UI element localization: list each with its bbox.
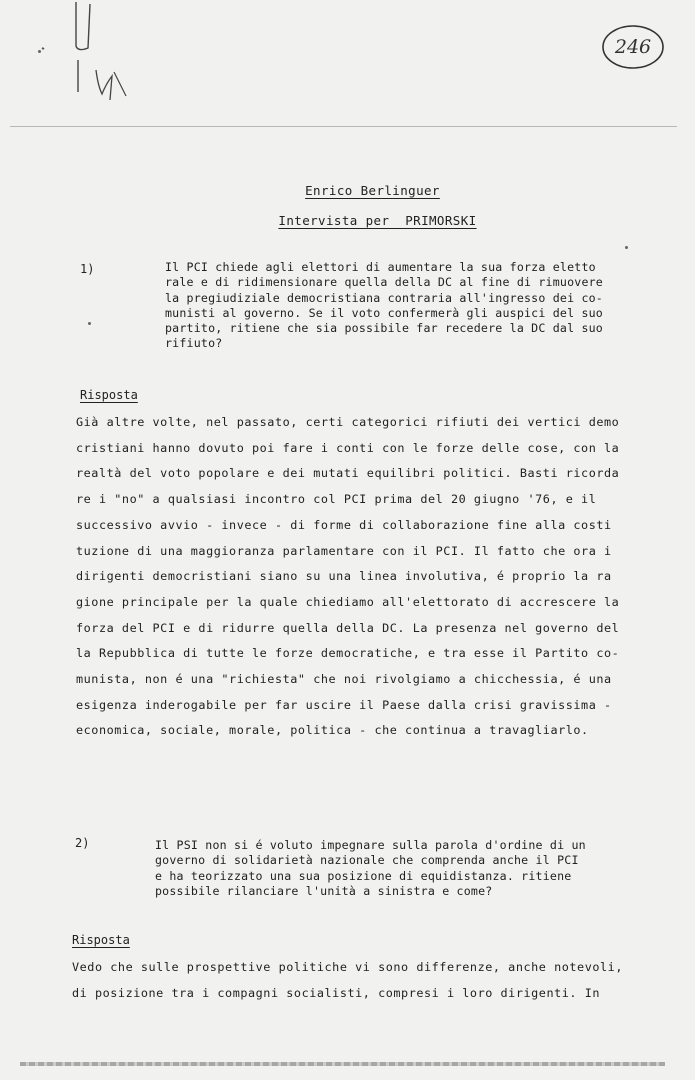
question-line: Il PCI chiede agli elettori di aumentare la sua forza eletto <box>165 260 596 274</box>
question-line: governo di solidarietà nazionale che comprenda anche il PCI <box>155 853 579 868</box>
document-subtitle <box>30 213 695 228</box>
answer-line: Vedo che sulle prospettive politiche vi sono differenze, anche notevoli, <box>72 960 623 974</box>
handwritten-marks <box>40 0 160 110</box>
question-line: Il PSI non si é voluto impegnare sulla parola d'ordine di un <box>155 838 586 852</box>
answer-line: economica, sociale, morale, politica - che continua a travagliarlo. <box>76 723 589 738</box>
page-number: 246 <box>614 36 652 58</box>
question-text <box>165 260 603 352</box>
question-line: rale e di ridimensionare quella della DC al fine di rimuovere <box>165 275 603 290</box>
question-line: possibile rilanciare l'unità a sinistra e come? <box>155 883 493 898</box>
question-number: 1) <box>80 262 95 276</box>
answer-line: successivo avvio - invece - di forme di collaborazione fine alla costi <box>76 517 612 532</box>
question-line: la pregiudiziale democristiana contraria all'ingresso dei co- <box>165 290 603 305</box>
answer-line: realtà del voto popolare e dei mutati equilibri politici. Basti ricorda <box>76 466 620 481</box>
page-number-stamp <box>600 22 666 72</box>
answer-label: Risposta <box>72 933 130 947</box>
question-number: 2) <box>75 836 90 850</box>
answer-line: re i "no" a qualsiasi incontro col PCI prima del 20 giugno '76, e il <box>76 492 597 507</box>
author-name: Enrico Berlinguer <box>305 183 440 198</box>
question-line: partito, ritiene che sia possibile far recedere la DC dal suo <box>165 321 603 336</box>
answer-text <box>72 955 623 1006</box>
answer-line: di posizione tra i compagni socialisti, compresi i loro dirigenti. In <box>72 985 601 1000</box>
answer-line: gione principale per la quale chiediamo all'elettorato di accrescere la <box>76 594 620 609</box>
answer-line: munista, non é una "richiesta" che noi rivolgiamo a chicchessia, é una <box>76 672 612 687</box>
answer-line: esigenza inderogabile per far uscire il Paese dalla crisi gravissima - <box>76 697 612 712</box>
answer-line: tuzione di una maggioranza parlamentare con il PCI. Il fatto che ora i <box>76 543 612 558</box>
scan-speck <box>88 322 91 325</box>
answer-text <box>76 410 619 744</box>
scan-edge-top <box>10 126 677 127</box>
answer-line: forza del PCI e di ridurre quella della DC. La presenza nel governo del <box>76 620 620 635</box>
scan-speck <box>625 246 628 249</box>
author-heading <box>25 183 695 198</box>
answer-label: Risposta <box>80 388 138 402</box>
answer-line: cristiani hanno dovuto poi fare i conti con le forze delle cose, con la <box>76 440 620 455</box>
subtitle-text: Intervista per PRIMORSKI <box>278 213 477 228</box>
question-line: munisti al governo. Se il voto confermerà gli auspici del suo <box>165 305 603 320</box>
scan-speck <box>38 50 41 53</box>
answer-line: la Repubblica di tutte le forze democratiche, e tra esse il Partito co- <box>76 646 620 661</box>
question-line: rifiuto? <box>165 336 223 351</box>
scan-edge-bottom <box>20 1062 665 1066</box>
answer-line: dirigenti democristiani siano su una linea involutiva, é proprio la ra <box>76 569 612 584</box>
question-line: e ha teorizzato una sua posizione di equidistanza. ritiene <box>155 868 572 883</box>
question-text <box>155 838 586 899</box>
answer-line: Già altre volte, nel passato, certi categorici rifiuti dei vertici demo <box>76 415 620 429</box>
